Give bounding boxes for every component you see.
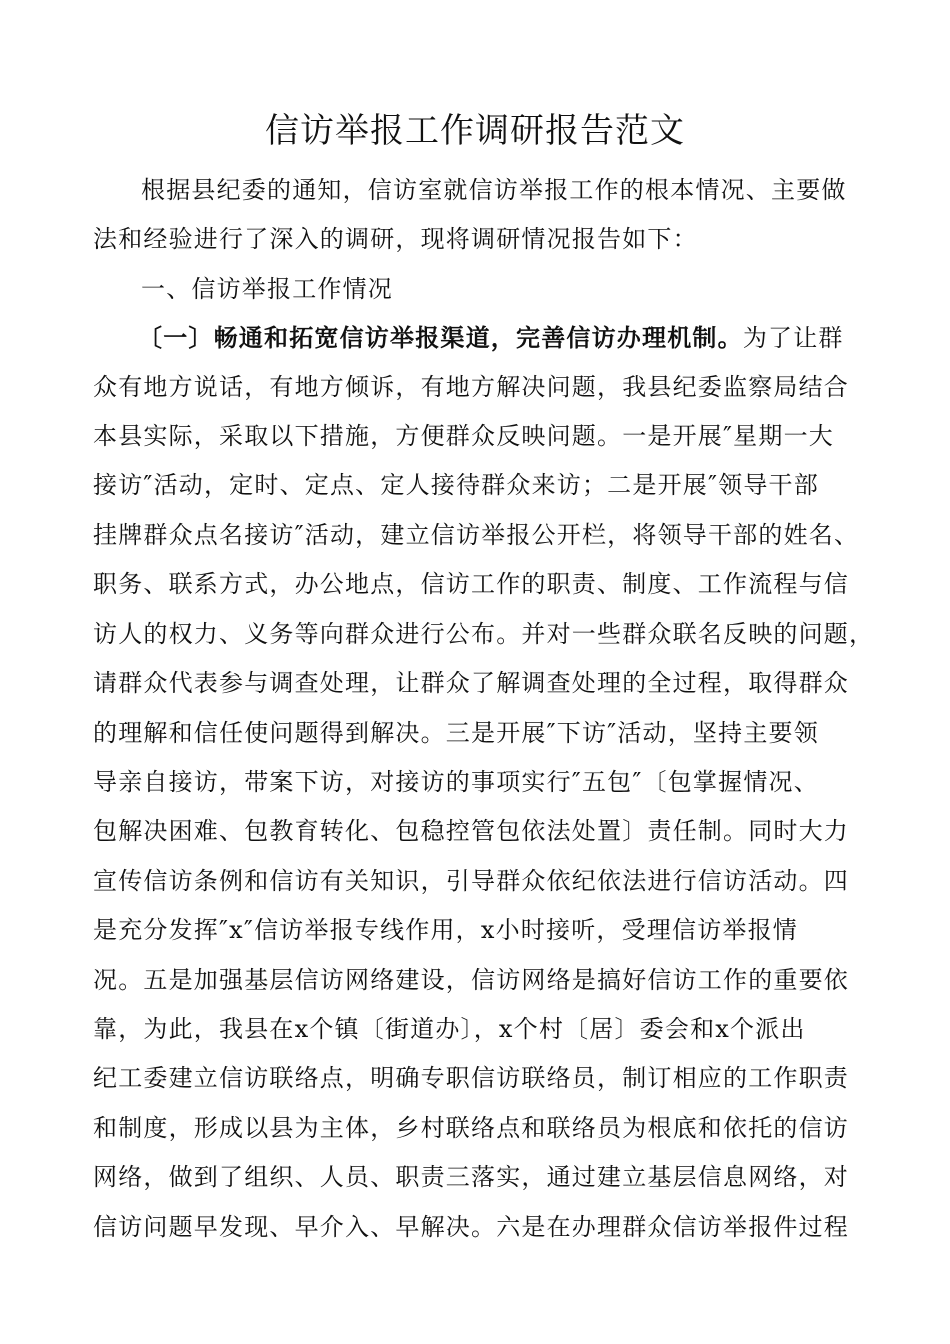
body-line: 网络，做到了组织、人员、职责三落实，通过建立基层信息网络，对 [93, 1163, 849, 1191]
body-line: 况。五是加强基层信访网络建设，信访网络是搞好信访工作的重要依 [93, 966, 849, 994]
body-line: 和制度，形成以县为主体，乡村联络点和联络员为根底和依托的信访 [93, 1114, 849, 1142]
body-line: 宣传信访条例和信访有关知识，引导群众依纪依法进行信访活动。四 [93, 867, 849, 895]
document-title: 信访举报工作调研报告范文 [265, 111, 685, 151]
subsection-bold-heading: 〔一〕畅通和拓宽信访举报渠道，完善信访办理机制。 [138, 323, 743, 352]
body-line: 纪工委建立信访联络点，明确专职信访联络员，制订相应的工作职责 [93, 1064, 849, 1092]
intro-line-2: 法和经验进行了深入的调研，现将调研情况报告如下： [93, 225, 698, 253]
body-line: 本县实际，采取以下措施，方便群众反映问题。一是开展″星期一大 [93, 422, 834, 450]
body-line: 信访问题早发现、早介入、早解决。六是在办理群众信访举报件过程 [93, 1213, 849, 1241]
body-line: 导亲自接访，带案下访，对接访的事项实行″五包″〔包掌握情况、 [93, 768, 819, 796]
body-line: 请群众代表参与调查处理，让群众了解调查处理的全过程，取得群众 [93, 669, 849, 697]
section-heading: 一、信访举报工作情况 [141, 275, 393, 303]
subsection-first-line-rest: 为了让群 [742, 324, 844, 352]
subsection-first-line [138, 321, 844, 355]
body-line: 众有地方说话，有地方倾诉，有地方解决问题，我县纪委监察局结合 [93, 373, 849, 401]
body-line: 靠，为此，我县在x个镇〔街道办〕，x个村〔居〕委会和x个派出 [93, 1015, 806, 1043]
body-line: 包解决困难、包教育转化、包稳控管包依法处置〕责任制。同时大力 [93, 817, 849, 845]
body-line: 访人的权力、义务等向群众进行公布。并对一些群众联名反映的问题， [93, 620, 875, 648]
intro-line-1: 根据县纪委的通知，信访室就信访举报工作的根本情况、主要做 [141, 176, 847, 204]
body-line: 是充分发挥″x″信访举报专线作用，x小时接听，受理信访举报情 [93, 916, 798, 944]
body-line: 接访″活动，定时、定点、定人接待群众来访；二是开展″领导干部 [93, 471, 819, 499]
body-line: 的理解和信任使问题得到解决。三是开展″下访″活动，坚持主要领 [93, 719, 819, 747]
body-line: 职务、联系方式，办公地点，信访工作的职责、制度、工作流程与信 [93, 570, 849, 598]
body-line: 挂牌群众点名接访″活动，建立信访举报公开栏，将领导干部的姓名、 [93, 521, 860, 549]
